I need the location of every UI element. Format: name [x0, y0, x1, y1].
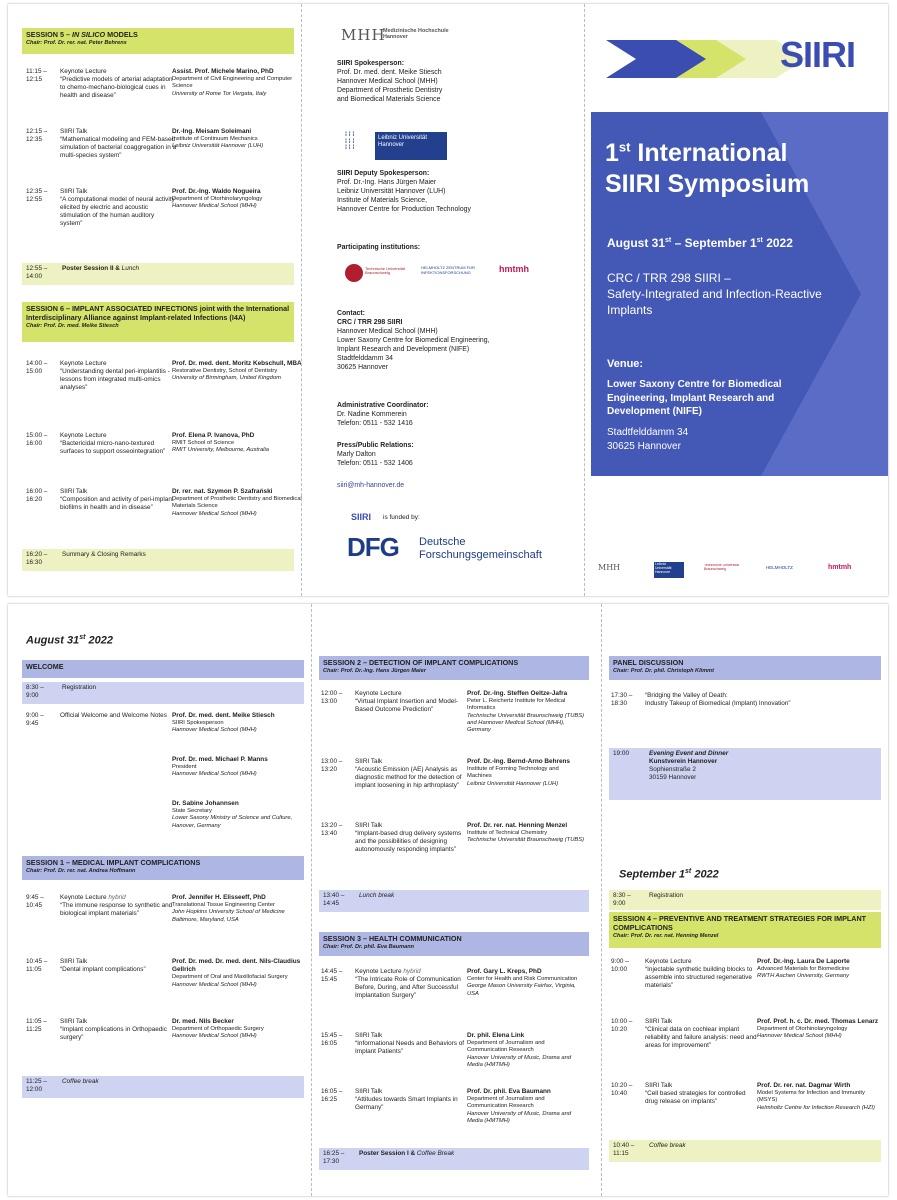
break-bar — [319, 1148, 589, 1170]
row-time: 12:35 – 12:55 — [26, 188, 48, 203]
break-label: Lunch break — [359, 892, 395, 899]
row-type: Keynote Lecture — [60, 68, 107, 75]
evening-event-bar — [609, 748, 881, 800]
inst-head-text: Participating institutions: — [337, 244, 421, 251]
row-speaker: Prof. Elena P. Ivanova, PhD — [172, 432, 255, 439]
siiri-logo-text: SIIRI — [780, 34, 856, 75]
row-time: 16:05 – 16:25 — [321, 1088, 343, 1103]
footer-helmholtz-logo: HELMHOLTZ — [766, 565, 793, 570]
tu-braunschweig-seal — [345, 264, 363, 282]
inside-left-panel — [8, 604, 311, 1196]
evening-venue: Kunstverein Hannover — [649, 758, 718, 765]
program-row — [26, 1018, 306, 1058]
program-row — [26, 188, 296, 248]
break-time: 16:25 – 17:30 — [323, 1150, 345, 1165]
program-row — [26, 894, 306, 942]
title-part: International — [630, 139, 788, 167]
press-line: Marly Dalton — [337, 450, 376, 458]
row-time: 10:00 – 10:20 — [611, 1018, 633, 1033]
row-aff: Institute of Continuum Mechanics — [172, 136, 258, 143]
row-speaker: Prof. Prof. h. c. Dr. med. Thomas Lenarz — [757, 1018, 879, 1025]
session-title: PANEL DISCUSSION — [613, 658, 684, 667]
row-type: SIIRI Talk — [60, 188, 88, 195]
crc-line: Safety-Integrated and Infection-Reactive Implants — [607, 287, 822, 318]
break-bar — [22, 263, 294, 285]
program-row — [321, 1088, 601, 1138]
row-aff: Department of Journalism and Communication Research — [467, 1040, 545, 1054]
session-chair: Chair: Prof. Dr.-Ing. Hans Jürgen Maier — [323, 668, 426, 674]
siiri-small-logo: SIIRI — [351, 512, 372, 522]
day-part: September 1 — [619, 868, 686, 881]
middle-panel — [301, 4, 584, 596]
row-aff2: Hanover University of Music, Drama and Media (HMTMH) — [467, 1110, 572, 1124]
session-title: SESSION 1 – MEDICAL IMPLANT COMPLICATIONS — [26, 858, 201, 867]
break-time: 11:25 – 12:00 — [26, 1078, 47, 1093]
dfg-name-2: Forschungsgemeinschaft — [419, 548, 542, 561]
crc-line: CRC / TRR 298 SIIRI – — [607, 271, 731, 285]
program-row — [611, 692, 881, 718]
day-part: 2022 — [85, 634, 113, 647]
row-talk: “Predictive models of arterial adaptation to chemo-mechano-biological cues in health and disease” — [60, 76, 173, 99]
row-speaker: Prof. Dr.-Ing. Laura De Laporte — [757, 958, 850, 965]
row-time: 13:20 – 13:40 — [321, 822, 343, 837]
spokes-head: SIIRI Spokesperson: — [337, 60, 405, 67]
session-title: SESSION 6 – IMPLANT ASSOCIATED INFECTIONS joint with the International Interdisciplinary Alliance against Implant-related Infections (I4A) — [26, 304, 290, 322]
date-part: 2022 — [762, 236, 793, 250]
day1-heading — [26, 634, 113, 647]
panel-discussion-header — [609, 656, 881, 680]
brochure-outside-page — [8, 4, 888, 596]
break-time: 8:30 – 9:00 — [26, 684, 44, 699]
program-row — [26, 128, 296, 178]
contact-line: Implant Research and Development (NIFE) — [337, 345, 470, 353]
day-part: 2022 — [691, 868, 719, 881]
row-aff: Peter L. Reichertz Institute for Medical Informatics — [467, 698, 566, 712]
row-time: 9:45 – 10:45 — [26, 894, 44, 909]
contact-line: Stadtfelddamm 34 — [337, 354, 393, 362]
row-talk: “Cell based strategies for controlled drug release on implants” — [645, 1090, 746, 1105]
row-time: 17:30 – 18:30 — [611, 692, 633, 707]
row-time: 11:15 – 12:15 — [26, 68, 47, 83]
row-speaker: Prof. Dr. med. Michael P. Manns — [172, 756, 268, 763]
venue-address — [607, 426, 688, 453]
session-title-em: IN SILICO — [71, 30, 106, 39]
row-time: 15:00 – 16:00 — [26, 432, 48, 447]
title-sup: st — [618, 139, 631, 155]
footer-luh-logo: Leibniz Universität Hannover — [654, 562, 684, 578]
row-type: Keynote Lecture — [355, 690, 402, 697]
row-aff: Hannover Medical School (MHH) — [172, 771, 257, 778]
row-time: 10:20 – 10:40 — [611, 1082, 633, 1097]
row-speaker: Prof. Jennifer H. Elisseeff, PhD — [172, 894, 266, 901]
session-chair: Chair: Prof. Dr. med. Meike Stiesch — [26, 323, 119, 329]
break-bar — [609, 1140, 881, 1162]
deputy-block — [337, 170, 577, 215]
row-aff2: John Hopkins University School of Medicine Baltimore, Maryland, USA — [172, 909, 285, 923]
row-talk: “Composition and activity of peri-implant biofilms in health and in disease” — [60, 496, 174, 511]
row-type: SIIRI Talk — [60, 128, 88, 135]
program-row — [26, 958, 306, 1002]
row-role: SIIRI Spokesperson — [172, 720, 224, 727]
helmholtz-logo: HELMHOLTZ ZENTRUM FÜR INFEKTIONSFORSCHUNG — [421, 265, 475, 275]
break-label: Poster Session I & — [359, 1150, 417, 1157]
row-speaker: Prof. Dr. med. dent. Moritz Kebschull, MBA — [172, 360, 302, 367]
row-aff: Lower Saxony Ministry of Science and Culture, Hanover, Germany — [172, 815, 293, 829]
cover-dates — [607, 236, 793, 250]
row-talk: “Understanding dental peri-implantitis - lessons from integrated multi-omics analyses” — [60, 368, 170, 391]
registration-bar — [22, 682, 304, 704]
deputy-line: Prof. Dr.-Ing. Hans Jürgen Maier — [337, 178, 437, 186]
row-type: SIIRI Talk — [60, 488, 88, 495]
row-speaker: Prof. Dr. phil. Eva Baumann — [467, 1088, 551, 1095]
footer-hmtmh-logo: hmtmh — [828, 564, 852, 571]
contact-line: 30625 Hannover — [337, 363, 388, 371]
row-aff2: Helmholtz Centre for Infection Research (HZI) — [757, 1104, 875, 1111]
program-row — [321, 690, 601, 746]
cover-panel — [584, 4, 888, 596]
row-time: 14:45 – 15:45 — [321, 968, 343, 983]
row-talk: “Informational Needs and Behaviors of Implant Patients” — [355, 1040, 465, 1055]
session-chair: Chair: Prof. Dr. phil. Christoph Klimmt — [613, 668, 715, 674]
program-row — [611, 1082, 886, 1132]
row-talk: Industry Takeup of Biomedical (Implant) Innovation” — [645, 700, 791, 707]
evening-address: Sophienstraße 2 — [649, 766, 696, 773]
session-title: WELCOME — [26, 662, 64, 671]
inside-middle-panel — [311, 604, 601, 1196]
dfg-name-1: Deutsche — [419, 536, 466, 548]
spokesperson-block — [337, 60, 577, 105]
row-time: 13:00 – 13:20 — [321, 758, 343, 773]
break-time: 19:00 — [613, 750, 629, 757]
row-aff2: Technische Universität Braunschweig (TUBS) and Hannover Medical School (MHH), Germany — [467, 712, 585, 734]
break-bar — [22, 549, 294, 571]
mhh-logo: MHH — [341, 26, 386, 44]
venue-name: Lower Saxony Centre for Biomedical Engineering, Implant Research and Development (NIFE) — [607, 379, 782, 417]
contact-line: Lower Saxony Centre for Biomedical Engineering, — [337, 336, 490, 344]
day-sup: st — [685, 868, 692, 875]
row-time: 16:00 – 16:20 — [26, 488, 48, 503]
row-role: State Secretary — [172, 808, 212, 815]
row-aff2: Leibniz Universität Hannover (LUH) — [467, 780, 559, 787]
row-type: SIIRI Talk — [355, 758, 383, 765]
row-time: 9:00 – 9:45 — [26, 712, 44, 727]
row-speaker: Dr. rer. nat. Szymon P. Szafrański — [172, 488, 273, 495]
row-aff: Department of Civil Engineering and Computer Science — [172, 76, 293, 90]
program-row — [611, 958, 886, 1008]
session-title: SESSION 5 – — [26, 30, 72, 39]
session-title: SESSION 4 – PREVENTIVE AND TREATMENT STRATEGIES FOR IMPLANT COMPLICATIONS — [613, 914, 867, 932]
welcome-header — [22, 660, 304, 678]
session-chair: Chair: Prof. Dr. rer. nat. Henning Menzel — [613, 933, 719, 939]
break-label: Registration — [649, 892, 684, 899]
press-block — [337, 442, 577, 469]
contact-block — [337, 310, 577, 373]
row-aff2: RWTH Aachen University, Germany — [757, 973, 850, 980]
addr-line: Stadtfelddamm 34 — [607, 427, 689, 438]
break-time: 13:40 – 14:45 — [323, 892, 345, 907]
row-type: SIIRI Talk — [355, 822, 383, 829]
session-chair: Chair: Prof. Dr. rer. nat. Andrea Hoffmann — [26, 868, 136, 874]
session-chair: Chair: Prof. Dr. phil. Eva Baumann — [323, 944, 415, 950]
row-time: 14:00 – 15:00 — [26, 360, 48, 375]
date-part: August 31 — [607, 236, 666, 250]
row-type: Keynote Lecture — [60, 432, 107, 439]
row-talk: “Bactericidal micro-nano-textured surfaces to support osseointegration” — [60, 440, 166, 455]
row-aff2: Hannover Medical School (MHH) — [172, 1033, 257, 1040]
row-aff2: Hannover Medical School (MHH) — [172, 203, 257, 210]
row-type-em: hybrid — [108, 894, 126, 901]
break-label: Coffee break — [62, 1078, 99, 1085]
row-type: SIIRI Talk — [60, 1018, 88, 1025]
row-aff2: Hannover Medical School (MHH) — [757, 1033, 842, 1040]
row-type: SIIRI Talk — [645, 1082, 673, 1089]
session6-header — [22, 302, 294, 342]
break-label: Summary & Closing Remarks — [62, 551, 146, 558]
hmtmh-logo: hmtmh — [499, 264, 529, 274]
row-talk: “A computational model of neural activity elicited by electric and acoustic stimulation of the human auditory system” — [60, 196, 175, 227]
row-time: 11:05 – 11:25 — [26, 1018, 47, 1033]
cover-blue-box — [591, 112, 888, 476]
dfg-name — [419, 536, 542, 561]
row-aff: Translational Tissue Engineering Center — [172, 902, 275, 909]
session3-header — [319, 932, 589, 956]
row-aff: Department of Otorhinolaryngology — [757, 1026, 848, 1033]
row-aff: Department of Prosthetic Dentistry and Biomedical Materials Science — [172, 496, 302, 510]
break-label: Coffee break — [649, 1142, 686, 1149]
row-aff: Model Systems for Infection and Immunity (MSYS) — [757, 1090, 865, 1104]
program-row — [321, 1032, 601, 1082]
cover-footer-logos — [598, 562, 888, 580]
venue-head: Venue: — [607, 358, 644, 370]
contact-email-link[interactable]: siiri@mh-hannover.de — [337, 482, 405, 489]
program-row — [26, 68, 296, 118]
row-aff: Hannover Medical School (MHH) — [172, 727, 257, 734]
deputy-line: Leibniz Universität Hannover (LUH) — [337, 187, 446, 195]
program-row — [611, 1018, 886, 1068]
break-label: Poster Session II & — [62, 265, 122, 272]
contact-line: Hannover Medical School (MHH) — [337, 327, 438, 335]
session4-header — [609, 912, 881, 948]
row-speaker: Prof. Dr.-Ing. Waldo Nogueira — [172, 188, 261, 195]
row-aff2: Hannover Medical School (MHH) — [172, 510, 257, 517]
program-row — [26, 360, 302, 410]
date-sup: st — [665, 237, 672, 244]
addr-line: 30625 Hannover — [607, 440, 681, 452]
row-aff2: George Mason University Fairfax, Virginia, USA — [467, 983, 576, 997]
footer-tubs-logo: Technische Universität Braunschweig — [704, 564, 740, 571]
row-time: 9:00 – 10:00 — [611, 958, 629, 973]
row-time: 10:45 – 11:05 — [26, 958, 48, 973]
admin-line: Telefon: 0511 - 532 1416 — [337, 419, 413, 427]
row-aff2: Technische Universität Braunschweig (TUBS) — [467, 837, 585, 844]
break-time: 10:40 – 11:15 — [613, 1142, 635, 1157]
row-aff: Department of Oral and Maxillofacial Surgery — [172, 974, 288, 981]
row-talk: “Virtual Implant Insertion and Model-Based Outcome Prediction” — [355, 698, 458, 713]
row-aff: RMIT School of Science — [172, 440, 235, 447]
funded-by-text: is funded by: — [383, 514, 420, 521]
date-sup: st — [756, 237, 763, 244]
row-aff: Institute of Technical Chemistry — [467, 830, 548, 837]
row-aff2: Hannover Medical School (MHH) — [172, 981, 257, 988]
row-speaker: Prof. Dr. rer. nat. Dagmar Wirth — [757, 1082, 851, 1089]
row-speaker: Dr. phil. Elena Link — [467, 1032, 525, 1039]
row-aff: Department of Otorhinolaryngology — [172, 196, 263, 203]
row-type: SIIRI Talk — [355, 1088, 383, 1095]
row-aff: Department of Journalism and Communication Research — [467, 1096, 545, 1110]
program-row — [321, 968, 601, 1024]
break-bar — [319, 890, 589, 912]
row-aff2: University of Rome Tor Vergata, Italy — [172, 90, 267, 97]
row-talk: Official Welcome and Welcome Notes — [60, 712, 167, 719]
row-type: SIIRI Talk — [645, 1018, 673, 1025]
row-aff: Advanced Materials for Biomedicine — [757, 966, 850, 973]
break-time: 16:20 – 16:30 — [26, 551, 48, 566]
press-line: Telefon: 0511 - 532 1406 — [337, 459, 413, 467]
row-talk: “Bridging the Valley of Death: — [645, 692, 728, 699]
row-speaker: Prof. Gary L. Kreps, PhD — [467, 968, 542, 975]
session-title: SESSION 2 – DETECTION OF IMPLANT COMPLICATIONS — [323, 658, 519, 667]
inside-right-panel — [601, 604, 888, 1196]
day2-heading — [619, 868, 719, 881]
brochure-inside-page — [8, 604, 888, 1196]
break-label: Registration — [62, 684, 97, 691]
date-part: – September 1 — [671, 236, 757, 250]
row-speaker: Prof. Dr. med. Dr. med. dent. Nils-Claudius Gellrich — [172, 958, 301, 974]
row-type: Keynote Lecture — [60, 360, 107, 367]
row-talk: “The immune response to synthetic and biological implant materials” — [60, 902, 173, 917]
row-talk: “Dental implant complications” — [60, 966, 146, 973]
program-row — [26, 432, 296, 478]
evening-label: Evening Event and Dinner — [649, 750, 729, 757]
break-label-em: Coffee Break — [416, 1150, 455, 1157]
footer-mhh-logo: MHH — [598, 563, 621, 572]
row-speaker: Assist. Prof. Michele Marino, PhD — [172, 68, 274, 75]
row-aff2: Hanover University of Music, Drama and Media (HMTMH) — [467, 1054, 572, 1068]
row-type: SIIRI Talk — [60, 958, 88, 965]
program-row — [321, 758, 601, 814]
admin-block — [337, 402, 577, 429]
row-aff2: Leibniz Universität Hannover (LUH) — [172, 143, 264, 150]
day-part: August 31 — [26, 634, 80, 647]
program-row — [26, 756, 306, 784]
row-type-em: hybrid — [403, 968, 421, 975]
row-aff: Center for Health and Risk Communication — [467, 976, 578, 983]
session5-header — [22, 28, 294, 54]
evening-address: 30159 Hannover — [649, 774, 697, 781]
title-part: SIIRI Symposium — [605, 170, 810, 199]
row-type: Keynote Lecture — [355, 968, 402, 975]
row-speaker: Dr.-Ing. Meisam Soleimani — [172, 128, 252, 135]
registration-bar — [609, 890, 881, 910]
program-row — [26, 488, 302, 534]
row-aff2: RMIT University, Melbourne, Australia — [172, 447, 269, 454]
program-row — [26, 800, 306, 832]
row-time: 12:00 – 13:00 — [321, 690, 343, 705]
tu-braunschweig-logo: Technische Universität Braunschweig — [365, 266, 406, 276]
break-time: 8:30 – 9:00 — [613, 892, 631, 907]
row-talk: “Injectable synthetic building blocks to assemble into structured regenerative materials” — [645, 966, 753, 989]
luh-logo: Leibniz Universität Hannover — [375, 132, 447, 160]
row-talk: “The Intricate Role of Communication Before, During, and After Successful Implantation Surgery” — [355, 976, 461, 999]
program-row — [26, 712, 306, 742]
row-talk: “Clinical data on cochlear implant reliability and failure analysis: need and areas for improvement” — [645, 1026, 757, 1049]
mhh-name: Medizinische Hochschule Hannover — [383, 28, 449, 41]
row-speaker: Prof. Dr. med. dent. Meike Stiesch — [172, 712, 275, 719]
row-role: President — [172, 764, 197, 771]
row-speaker: Dr. Sabine Johannsen — [172, 800, 239, 807]
deputy-line: Hannover Centre for Production Technology — [337, 205, 471, 213]
row-aff2: University of Birmingham, United Kingdom — [172, 375, 281, 382]
break-bar — [22, 1076, 304, 1098]
contact-line: CRC / TRR 298 SIIRI — [337, 318, 403, 326]
row-time: 15:45 – 16:05 — [321, 1032, 343, 1047]
row-talk: “Implant complications in Orthopaedic surgery” — [60, 1026, 167, 1041]
institutions-head — [337, 244, 577, 253]
program-row — [321, 822, 601, 878]
spokes-line: Hannover Medical School (MHH) — [337, 77, 438, 85]
row-time: 12:15 – 12:35 — [26, 128, 48, 143]
session-title: SESSION 3 – HEALTH COMMUNICATION — [323, 934, 462, 943]
row-speaker: Prof. Dr.-Ing. Bernd-Arno Behrens — [467, 758, 570, 765]
spokes-line: and Biomedical Materials Science — [337, 95, 441, 103]
row-type: Keynote Lecture — [60, 894, 107, 901]
day-sup: st — [79, 634, 86, 641]
break-time: 12:55 – 14:00 — [26, 265, 48, 280]
cover-title — [605, 138, 809, 201]
row-aff: Institute of Forming Technology and Machines — [467, 766, 559, 780]
contact-head: Contact: — [337, 310, 365, 317]
admin-line: Dr. Nadine Kommerein — [337, 410, 407, 418]
row-type: SIIRI Talk — [355, 1032, 383, 1039]
press-head: Press/Public Relations: — [337, 442, 414, 449]
deputy-head: SIIRI Deputy Spokesperson: — [337, 170, 430, 177]
row-speaker: Dr. med. Nils Becker — [172, 1018, 234, 1025]
row-talk: “Mathematical modeling and FEM-based simulation of bacterial coaggregation in a multi-species system” — [60, 136, 177, 159]
row-talk: “Acoustic Emission (AE) Analysis as diagnostic method for the detection of implant loosening in hip arthroplasty” — [355, 766, 462, 789]
row-talk: “Implant-based drug delivery systems and the possibilities of designing autonomously responding implants” — [355, 830, 462, 853]
cover-crc — [607, 270, 837, 319]
break-label-em: Lunch — [121, 265, 140, 272]
spokes-line: Prof. Dr. med. dent. Meike Stiesch — [337, 68, 442, 76]
row-speaker: Prof. Dr. rer. nat. Henning Menzel — [467, 822, 568, 829]
spokes-line: Department of Prosthetic Dentistry — [337, 86, 443, 94]
row-type: Keynote Lecture — [645, 958, 692, 965]
deputy-line: Institute of Materials Science, — [337, 196, 428, 204]
session-title-post: MODELS — [105, 30, 138, 39]
dfg-logo: DFG — [347, 532, 399, 562]
row-aff: Department of Orthopaedic Surgery — [172, 1026, 264, 1033]
luh-logo-grid: ⁞ ⁞ ⁞ ⁞ ⁞ ⁞ ⁞ ⁞ ⁞ — [345, 132, 355, 152]
session2-header — [319, 656, 589, 680]
session1-header — [22, 856, 304, 880]
session-chair: Chair: Prof. Dr. rer. nat. Peter Behrens — [26, 40, 127, 46]
left-panel — [8, 4, 301, 596]
row-talk: “Attitudes towards Smart Implants in Germany” — [355, 1096, 458, 1111]
row-aff: Restorative Dentistry, School of Dentistry — [172, 368, 278, 375]
admin-head: Administrative Coordinator: — [337, 402, 429, 409]
title-part: 1 — [605, 139, 619, 167]
row-speaker: Prof. Dr.-Ing. Steffen Oeltze-Jafra — [467, 690, 568, 697]
